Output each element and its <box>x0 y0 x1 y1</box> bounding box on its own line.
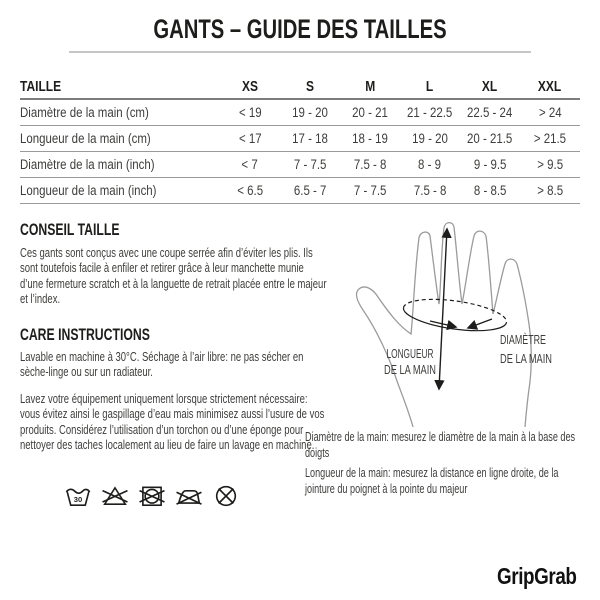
note-length: Longueur de la main: mesurez la distance en ligne droite, de la jointure du poignet à la pointe du majeur <box>305 465 559 496</box>
gripgrab-logo: GripGrab <box>497 563 577 589</box>
row-label: Longueur de la main (inch) <box>20 183 157 198</box>
col-header-xxl: XXL <box>538 77 562 95</box>
conseil-heading: CONSEIL TAILLE <box>20 220 120 239</box>
do-not-tumble-dry-icon <box>138 483 166 509</box>
cell-value: 8 - 8.5 <box>473 183 507 198</box>
cell-value: < 6.5 <box>237 183 263 198</box>
table-header-row <box>20 74 580 99</box>
cell-value: 7 - 7.5 <box>353 183 387 198</box>
care-symbols <box>64 483 240 509</box>
label-longueur-line1: LONGUEUR <box>386 347 434 361</box>
cell-value: 21 - 22.5 <box>407 105 453 120</box>
cell-value: 19 - 20 <box>412 131 448 146</box>
table-row <box>20 152 580 178</box>
cell-value: 7 - 7.5 <box>293 157 327 172</box>
cell-value: > 21.5 <box>533 131 567 146</box>
cell-value: > 24 <box>538 105 562 120</box>
table-row <box>20 99 580 126</box>
row-label: Longueur de la main (cm) <box>20 131 151 146</box>
page-title: GANTS – GUIDE DES TAILLES <box>153 14 447 44</box>
col-header-taille: TAILLE <box>20 77 62 95</box>
cell-value: 8 - 9 <box>418 157 442 172</box>
cell-value: 7.5 - 8 <box>353 157 387 172</box>
col-header-m: M <box>365 77 375 95</box>
cell-value: < 19 <box>238 105 262 120</box>
size-table <box>20 74 580 204</box>
label-diametre-line1: DIAMÈTRE <box>500 333 565 347</box>
row-label: Diamètre de la main (cm) <box>20 105 149 120</box>
label-diametre-line2: DE LA MAIN <box>500 352 552 366</box>
cell-value: 20 - 21.5 <box>467 131 513 146</box>
cell-value: 19 - 20 <box>292 105 328 120</box>
machine-wash-30-icon <box>64 483 92 509</box>
diameter-arrow-left <box>468 319 492 328</box>
cell-value: 20 - 21 <box>352 105 388 120</box>
do-not-dry-clean-icon <box>212 483 240 509</box>
hand-diagram <box>340 205 600 435</box>
cell-value: 18 - 19 <box>352 131 388 146</box>
col-header-xl: XL <box>482 77 498 95</box>
row-label: Diamètre de la main (inch) <box>20 157 155 172</box>
cell-value: 22.5 - 24 <box>467 105 513 120</box>
table-row <box>20 178 580 204</box>
cell-value: > 8.5 <box>537 183 563 198</box>
conseil-text: Ces gants sont conçus avec une coupe serrée afin d’éviter les plis. Ils sont toutefois facile à enfiler et retirer grâce à leur manchette munie d’une fermeture scratch et à la languette de retrait placée entre le majeur et l’index. <box>20 245 327 306</box>
care-heading: CARE INSTRUCTIONS <box>20 325 150 344</box>
cell-value: > 9.5 <box>537 157 563 172</box>
label-longueur-line2: DE LA MAIN <box>384 363 436 377</box>
cell-value: 17 - 18 <box>292 131 328 146</box>
do-not-bleach-icon <box>101 483 129 509</box>
cell-value: < 7 <box>241 157 259 172</box>
col-header-xs: XS <box>241 77 258 95</box>
cell-value: 6.5 - 7 <box>293 183 327 198</box>
note-diameter: Diamètre de la main: mesurez le diamètre de la main à la base des doigts <box>305 429 576 460</box>
wash-temp-label: 30 <box>73 494 83 504</box>
do-not-iron-icon <box>175 483 203 509</box>
col-header-s: S <box>305 77 314 95</box>
cell-value: 9 - 9.5 <box>473 157 507 172</box>
table-row <box>20 126 580 152</box>
cell-value: < 17 <box>238 131 262 146</box>
care-text-1: Lavable en machine à 30°C. Séchage à l’air libre: ne pas sécher en sèche-linge ou sur un radiateur. <box>20 349 304 380</box>
col-header-l: L <box>426 77 434 95</box>
length-arrow <box>439 229 447 389</box>
care-text-2: Lavez votre équipement uniquement lorsque strictement nécessaire: vous évitez ainsi le gaspillage d’eau mais minimisez aussi l’usure de vos produits. Considérez l’utilisation d’un torchon ou d’une éponge pour nettoyer des taches localement au lieu de faire un lavage en machine. <box>20 391 325 452</box>
title-divider <box>69 51 531 53</box>
cell-value: 7.5 - 8 <box>413 183 447 198</box>
